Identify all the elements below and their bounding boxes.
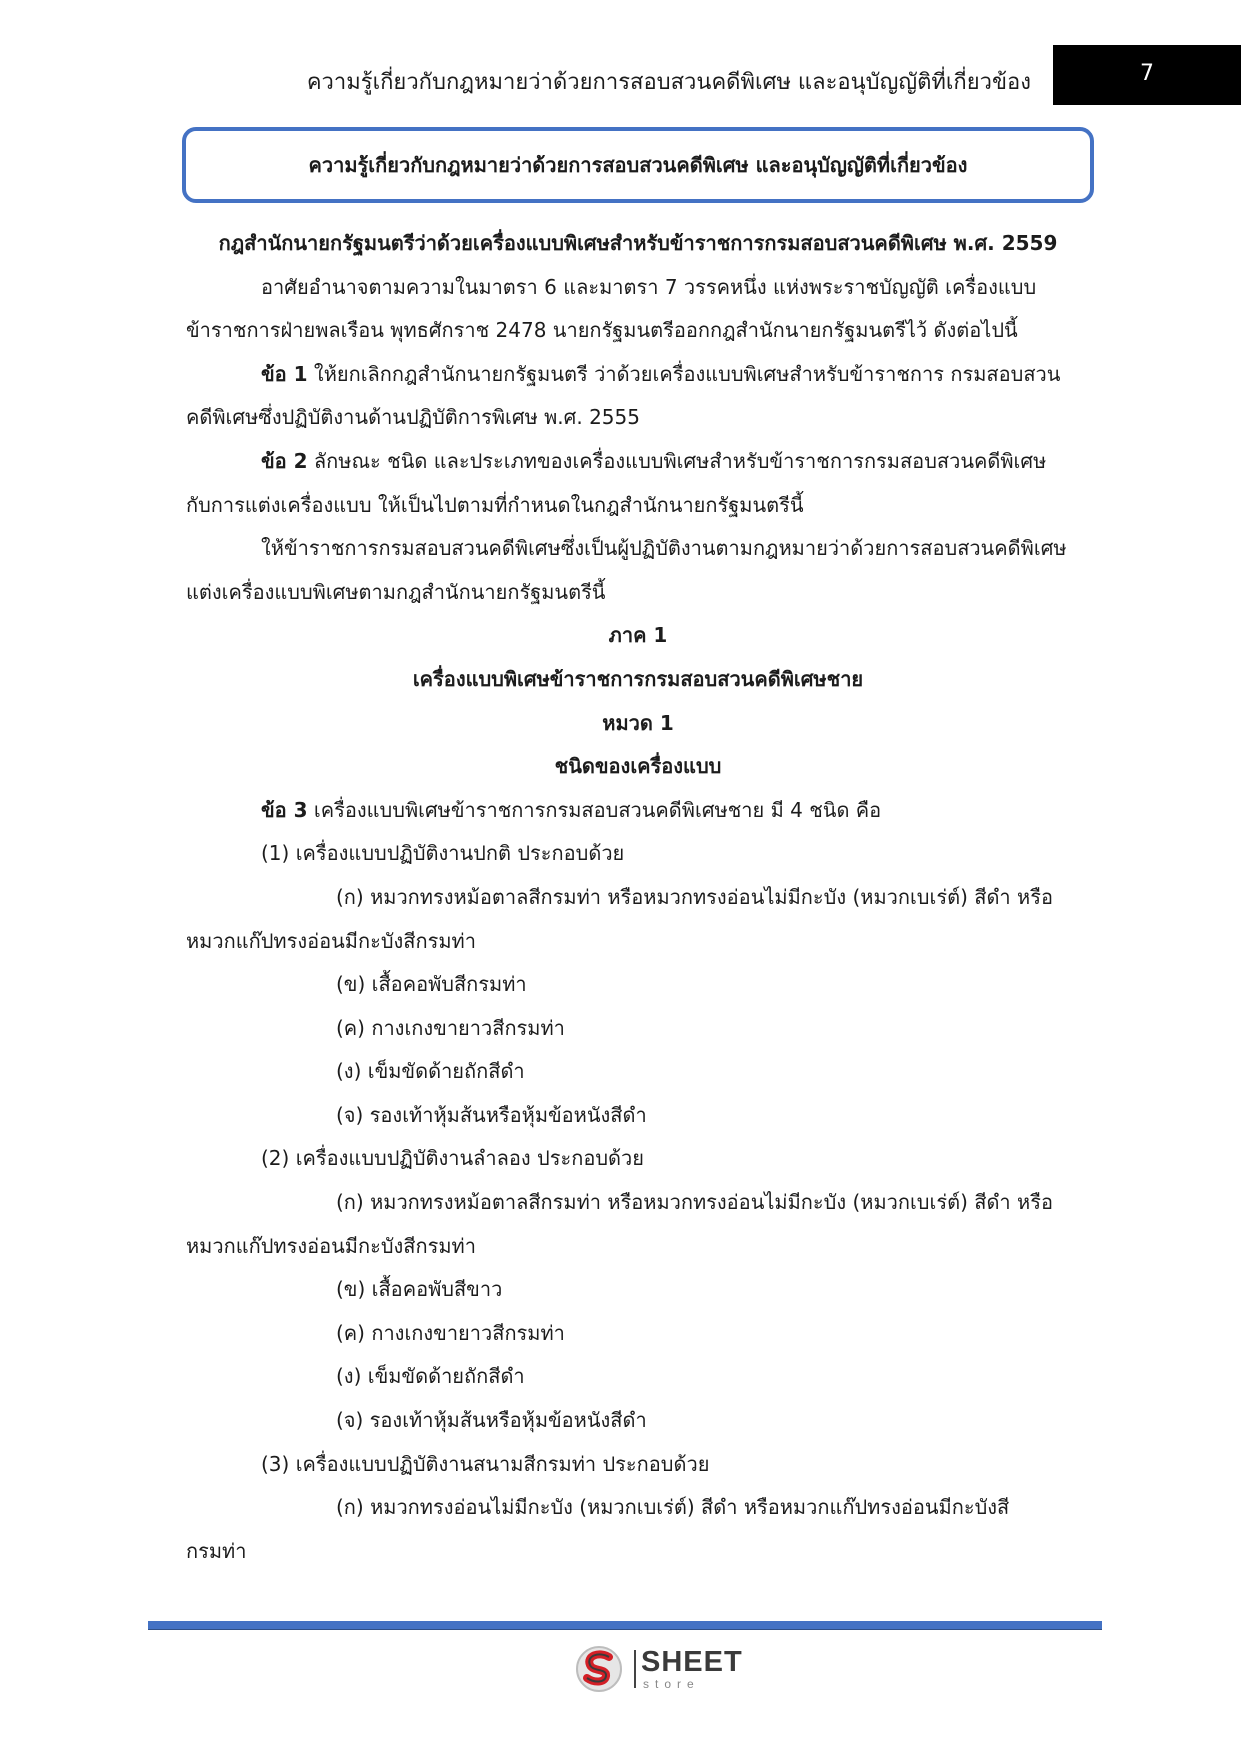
part-title: เครื่องแบบพิเศษข้าราชการกรมสอบสวนคดีพิเศษชาย: [412, 666, 864, 691]
chapter-heading: หมวด 1: [602, 710, 674, 735]
section-2-paragraph: ให้ข้าราชการกรมสอบสวนคดีพิเศษซึ่งเป็นผู้ปฏิบัติงานตามกฎหมายว่าด้วยการสอบสวนคดีพิเศษ: [261, 536, 1067, 561]
sheet-store-logo-icon: [575, 1645, 623, 1693]
regulation-title: กฎสำนักนายกรัฐมนตรีว่าด้วยเครื่องแบบพิเศษสำหรับข้าราชการกรมสอบสวนคดีพิเศษ พ.ศ. 2559: [218, 231, 1058, 255]
section-text: ให้ยกเลิกกฎสำนักนายกรัฐมนตรี ว่าด้วยเครื่องแบบพิเศษสำหรับข้าราชการ กรมสอบสวน: [313, 361, 1061, 386]
running-title: ความรู้เกี่ยวกับกฎหมายว่าด้วยการสอบสวนคดีพิเศษ และอนุบัญญัติที่เกี่ยวข้อง: [306, 70, 1031, 95]
list-item: (ก) หมวกทรงหม้อตาลสีกรมท่า หรือหมวกทรงอ่อนไม่มีกะบัง (หมวกเบเร่ต์) สีดำ หรือ: [336, 1190, 1053, 1215]
list-item: (ง) เข็มขัดด้ายถักสีดำ: [336, 1059, 525, 1084]
logo-divider: [634, 1650, 636, 1688]
list-item: (จ) รองเท้าหุ้มส้นหรือหุ้มข้อหนังสีดำ: [336, 1102, 647, 1127]
footer-rule: [148, 1621, 1102, 1630]
list-item: (ข) เสื้อคอพับสีกรมท่า: [336, 972, 527, 997]
uniform-type-2: (2) เครื่องแบบปฏิบัติงานลำลอง ประกอบด้วย: [261, 1146, 644, 1171]
part-heading: ภาค 1: [608, 623, 668, 648]
list-item: (ค) กางเกงขายาวสีกรมท่า: [336, 1015, 565, 1040]
section-text: เครื่องแบบพิเศษข้าราชการกรมสอบสวนคดีพิเศษชาย มี 4 ชนิด คือ: [313, 797, 882, 822]
list-item: (ก) หมวกทรงหม้อตาลสีกรมท่า หรือหมวกทรงอ่อนไม่มีกะบัง (หมวกเบเร่ต์) สีดำ หรือ: [336, 884, 1053, 909]
logo-text: SHEET: [641, 1646, 743, 1678]
section-label: ข้อ 2: [261, 448, 308, 473]
sheet-store-logo: [575, 1645, 745, 1695]
list-item-cont: หมวกแก๊ปทรงอ่อนมีกะบังสีกรมท่า: [186, 1233, 476, 1258]
section-label: ข้อ 3: [261, 797, 308, 822]
uniform-type-3: (3) เครื่องแบบปฏิบัติงานสนามสีกรมท่า ประกอบด้วย: [261, 1451, 710, 1476]
preamble-line: ข้าราชการฝ่ายพลเรือน พุทธศักราช 2478 นายกรัฐมนตรีออกกฎสำนักนายกรัฐมนตรีไว้ ดังต่อไปนี้: [186, 318, 1018, 343]
section-3: [186, 789, 1090, 833]
list-item-cont: กรมท่า: [186, 1538, 247, 1563]
section-label: ข้อ 1: [261, 361, 308, 386]
list-item-cont: หมวกแก๊ปทรงอ่อนมีกะบังสีกรมท่า: [186, 928, 476, 953]
logo-subtext: store: [643, 1677, 700, 1691]
list-item: (ข) เสื้อคอพับสีขาว: [336, 1277, 503, 1302]
section-2-cont: กับการแต่งเครื่องแบบ ให้เป็นไปตามที่กำหนดในกฎสำนักนายกรัฐมนตรีนี้: [186, 492, 804, 517]
preamble-line: อาศัยอำนาจตามความในมาตรา 6 และมาตรา 7 วรรคหนึ่ง แห่งพระราชบัญญัติ เครื่องแบบ: [261, 274, 1037, 299]
section-2: [186, 440, 1090, 484]
page-number: 7: [1140, 61, 1154, 86]
list-item: (ค) กางเกงขายาวสีกรมท่า: [336, 1320, 565, 1345]
section-2-paragraph-cont: แต่งเครื่องแบบพิเศษตามกฎสำนักนายกรัฐมนตรีนี้: [186, 579, 606, 604]
list-item: (ก) หมวกทรงอ่อนไม่มีกะบัง (หมวกเบเร่ต์) สีดำ หรือหมวกแก๊ปทรงอ่อนมีกะบังสี: [336, 1495, 1010, 1520]
section-text: ลักษณะ ชนิด และประเภทของเครื่องแบบพิเศษสำหรับข้าราชการกรมสอบสวนคดีพิเศษ: [313, 448, 1047, 473]
uniform-type-1: (1) เครื่องแบบปฏิบัติงานปกติ ประกอบด้วย: [261, 841, 625, 866]
list-item: (ง) เข็มขัดด้ายถักสีดำ: [336, 1364, 525, 1389]
document-body: [186, 222, 1090, 1573]
list-item: (จ) รองเท้าหุ้มส้นหรือหุ้มข้อหนังสีดำ: [336, 1408, 647, 1433]
title-box: [182, 127, 1094, 203]
page-number-box: [1053, 45, 1241, 105]
section-1-cont: คดีพิเศษซึ่งปฏิบัติงานด้านปฏิบัติการพิเศษ พ.ศ. 2555: [186, 405, 640, 430]
title-box-text: ความรู้เกี่ยวกับกฎหมายว่าด้วยการสอบสวนคดีพิเศษ และอนุบัญญัติที่เกี่ยวข้อง: [308, 153, 968, 177]
section-1: [186, 353, 1090, 397]
chapter-title: ชนิดของเครื่องแบบ: [554, 754, 722, 779]
